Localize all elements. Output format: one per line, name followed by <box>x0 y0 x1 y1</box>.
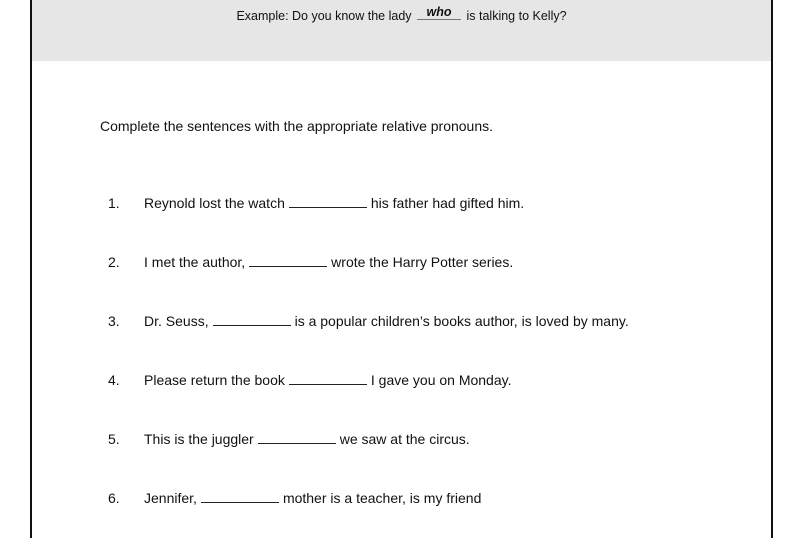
example-answer: who <box>417 5 461 20</box>
question-text-before: Dr. Seuss, <box>144 313 209 329</box>
question-number: 2. <box>108 254 120 270</box>
question-number: 1. <box>108 195 120 211</box>
example-text-after: is talking to Kelly? <box>466 9 567 23</box>
question-text-before: Reynold lost the watch <box>144 195 285 211</box>
question-item <box>108 254 513 270</box>
answer-blank[interactable] <box>201 490 279 503</box>
question-text-before: This is the juggler <box>144 431 254 447</box>
answer-blank[interactable] <box>289 372 367 385</box>
question-text-before: I met the author, <box>144 254 246 270</box>
question-text-after: is a popular children’s books author, is loved by many. <box>294 313 629 329</box>
question-number: 5. <box>108 431 120 447</box>
question-text-after: I gave you on Monday. <box>370 372 512 388</box>
question-text-before: Jennifer, <box>144 490 197 506</box>
question-item <box>108 431 470 447</box>
question-text-after: his father had gifted him. <box>370 195 525 211</box>
example-box <box>32 0 771 61</box>
question-number: 4. <box>108 372 120 388</box>
example-text-before: Example: Do you know the lady <box>236 9 412 23</box>
answer-blank[interactable] <box>258 431 336 444</box>
question-text-before: Please return the book <box>144 372 285 388</box>
question-number: 3. <box>108 313 120 329</box>
answer-blank[interactable] <box>289 195 367 208</box>
question-item <box>108 195 524 211</box>
question-text-after: mother is a teacher, is my friend <box>282 490 482 506</box>
instruction: Complete the sentences with the appropriate relative pronouns. <box>100 118 494 134</box>
question-item <box>108 372 511 388</box>
answer-blank[interactable] <box>249 254 327 267</box>
example-sentence <box>32 5 771 24</box>
question-text-after: wrote the Harry Potter series. <box>331 254 514 270</box>
answer-blank[interactable] <box>213 313 291 326</box>
question-item <box>108 490 481 506</box>
question-item <box>108 313 629 329</box>
question-number: 6. <box>108 490 120 506</box>
question-text-after: we saw at the circus. <box>339 431 470 447</box>
